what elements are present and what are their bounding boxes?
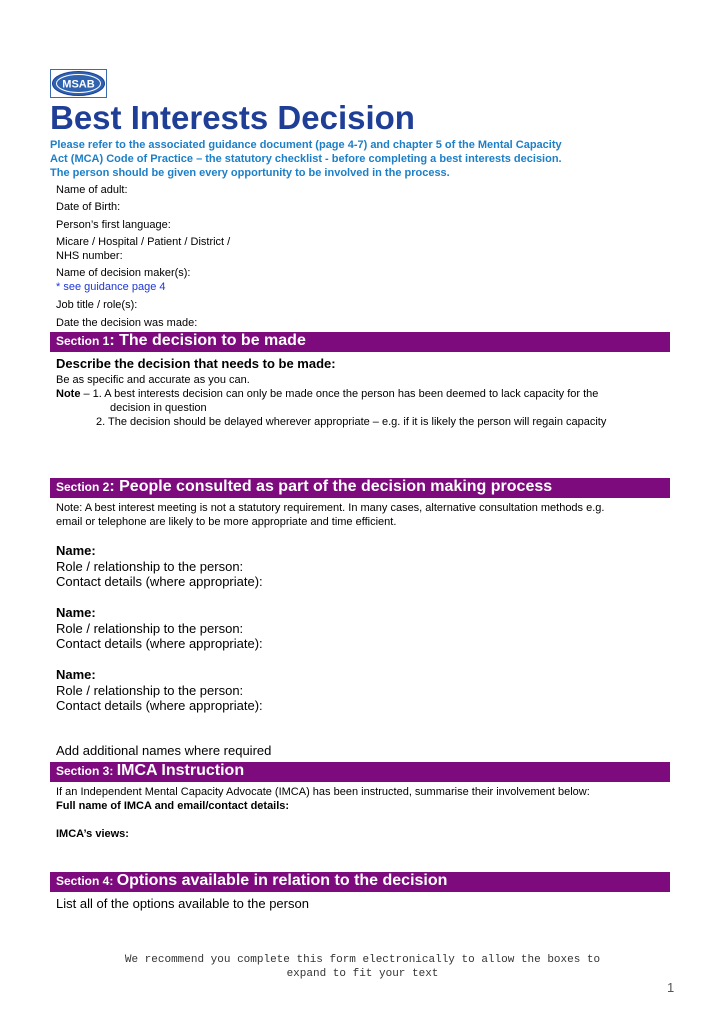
contact-2-role: Role / relationship to the person:: [56, 621, 244, 636]
footer-note: [0, 953, 725, 981]
page-title: Best Interests Decision: [50, 99, 415, 136]
nhs-label-line2: NHS number:: [56, 250, 123, 262]
decision-maker-label: Name of decision maker(s):: [56, 267, 191, 279]
logo-text: MSAB: [62, 78, 95, 91]
intro-instructions: [50, 138, 670, 180]
msab-logo: [50, 69, 107, 98]
section-3-title: IMCA Instruction: [116, 762, 245, 779]
page-number: 1: [667, 980, 675, 995]
intro-line: Please refer to the associated guidance document (page 4-7) and chapter 5 of the Mental Capacity: [50, 139, 562, 151]
contact-3-role: Role / relationship to the person:: [56, 683, 244, 698]
section-4-label: Section 4:: [56, 874, 117, 888]
contact-2-details: Contact details (where appropriate):: [56, 636, 263, 651]
section-1-label: Section 1: [56, 334, 110, 348]
section-2-note-line1: Note: A best interest meeting is not a statutory requirement. In many cases, alternative consultation methods e.g.: [56, 502, 605, 514]
section-3-header: [50, 762, 670, 782]
section-2-note-line2: email or telephone are likely to be more appropriate and time efficient.: [56, 516, 397, 528]
section-1-note-1: [56, 387, 598, 401]
footer-line: We recommend you complete this form electronically to allow the boxes to: [124, 954, 601, 966]
section-3-imca-details: Full name of IMCA and email/contact details:: [56, 800, 290, 812]
section-1-note-2: 2. The decision should be delayed wherever appropriate – e.g. if it is likely the person will regain capacity: [96, 416, 607, 428]
note-1-text: – 1. A best interests decision can only be made once the person has been deemed to lack capacity for the: [80, 388, 599, 400]
section-1-specific: Be as specific and accurate as you can.: [56, 374, 250, 386]
section-4-title: Options available in relation to the decision: [116, 872, 448, 889]
language-label: Person’s first language:: [56, 219, 171, 231]
intro-line: Act (MCA) Code of Practice – the statutory checklist - before completing a best interests decision.: [50, 153, 562, 165]
section-3-line1: If an Independent Mental Capacity Advocate (IMCA) has been instructed, summarise their involvement below:: [56, 786, 590, 798]
contact-1-role: Role / relationship to the person:: [56, 559, 244, 574]
section-4-header: [50, 872, 670, 892]
section-1-title: : The decision to be made: [109, 332, 306, 349]
section-2-title: : People consulted as part of the decision making process: [109, 478, 553, 495]
section-1-heading: Describe the decision that needs to be made:: [56, 356, 336, 371]
contact-3-name: Name:: [56, 667, 96, 682]
section-3-imca-views: IMCA’s views:: [56, 828, 129, 840]
contact-3-details: Contact details (where appropriate):: [56, 698, 263, 713]
contact-2-name: Name:: [56, 605, 96, 620]
intro-line: The person should be given every opportunity to be involved in the process.: [50, 167, 450, 179]
job-title-label: Job title / role(s):: [56, 299, 138, 311]
name-of-adult-label: Name of adult:: [56, 184, 128, 196]
section-3-label: Section 3:: [56, 764, 117, 778]
date-made-label: Date the decision was made:: [56, 317, 198, 329]
section-4-line1: List all of the options available to the person: [56, 896, 309, 911]
add-names-note: Add additional names where required: [56, 743, 272, 758]
contact-1-details: Contact details (where appropriate):: [56, 574, 263, 589]
footer-line: expand to fit your text: [286, 968, 439, 980]
note-label: Note: [56, 388, 81, 400]
section-2-header: [50, 478, 670, 498]
section-1-note-1-cont: decision in question: [110, 402, 207, 414]
dob-label: Date of Birth:: [56, 201, 121, 213]
section-2-label: Section 2: [56, 480, 110, 494]
guidance-link[interactable]: * see guidance page 4: [56, 281, 166, 293]
section-1-header: [50, 332, 670, 352]
contact-1-name: Name:: [56, 543, 96, 558]
nhs-label-line1: Micare / Hospital / Patient / District /: [56, 236, 231, 248]
